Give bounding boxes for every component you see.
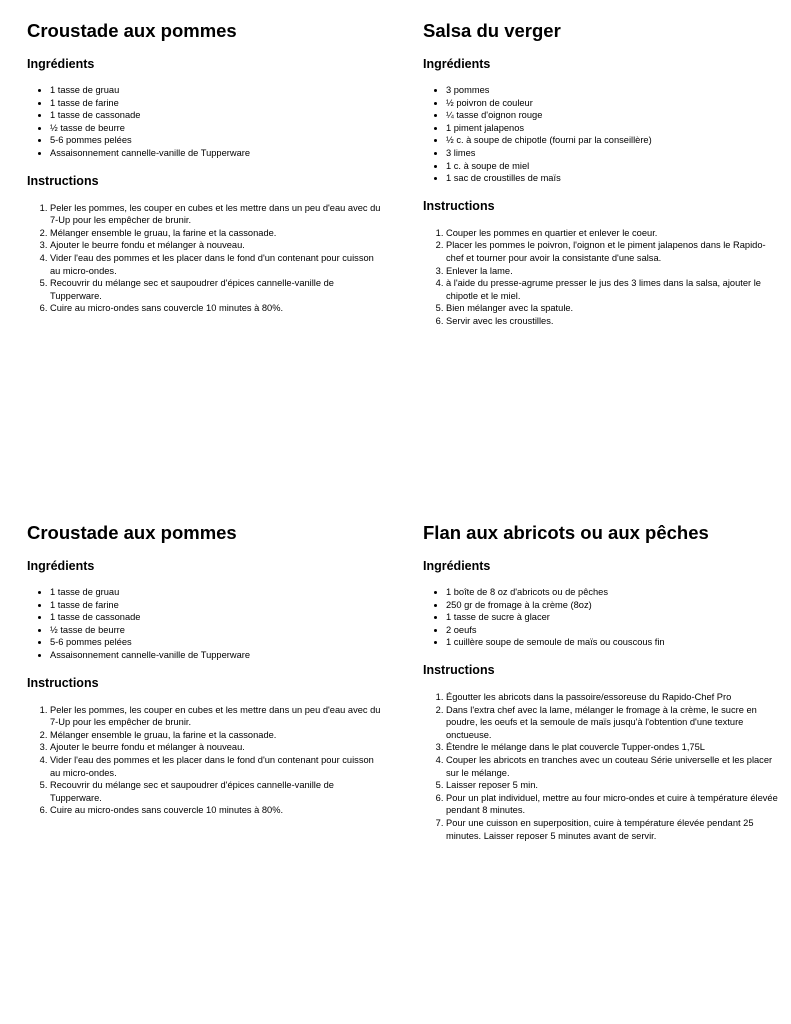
ingredients-heading: Ingrédients	[27, 57, 95, 71]
instructions-list	[27, 202, 382, 315]
ingredient-item: • 3 pommes	[446, 84, 778, 97]
ingredient-item: • ½ tasse de beurre	[50, 122, 382, 135]
ingredient-item: • 1 tasse de farine	[50, 599, 382, 612]
instruction-step: 6. Cuire au micro-ondes sans couvercle 10 minutes à 80%.	[50, 804, 382, 817]
ingredient-item: • 1 tasse de farine	[50, 97, 382, 110]
instructions-heading: Instructions	[27, 173, 99, 188]
instruction-step: 6. Servir avec les croustilles.	[446, 315, 778, 328]
recipe-title: Flan aux abricots ou aux pêches	[423, 522, 709, 543]
ingredient-item: • 1 tasse de cassonade	[50, 109, 382, 122]
ingredient-item: • Assaisonnement cannelle-vanille de Tupperware	[50, 147, 382, 160]
instruction-step: 1. Peler les pommes, les couper en cubes et les mettre dans un peu d'eau avec du 7-Up pour les empêcher de brunir.	[50, 202, 382, 227]
recipe-title: Croustade aux pommes	[27, 20, 237, 41]
recipe-card	[423, 520, 778, 842]
instructions-list	[423, 691, 778, 842]
ingredient-item: • 1 boîte de 8 oz d'abricots ou de pêches	[446, 586, 778, 599]
ingredient-item: • 2 oeufs	[446, 624, 778, 637]
instruction-step: 1. Peler les pommes, les couper en cubes et les mettre dans un peu d'eau avec du 7-Up pour les empêcher de brunir.	[50, 704, 382, 729]
instruction-step: 1. Couper les pommes en quartier et enlever le coeur.	[446, 227, 778, 240]
instruction-step: 6. Pour un plat individuel, mettre au four micro-ondes et cuire à température élevée pendant 8 minutes.	[446, 792, 778, 817]
ingredients-heading: Ingrédients	[27, 559, 95, 573]
ingredients-heading: Ingrédients	[423, 559, 491, 573]
instruction-step: 4. à l'aide du presse-agrume presser le jus des 3 limes dans la salsa, ajouter le chipotle et le miel.	[446, 277, 778, 302]
ingredient-item: • 1 tasse de gruau	[50, 84, 382, 97]
ingredient-item: • 5-6 pommes pelées	[50, 636, 382, 649]
instruction-step: 7. Pour une cuisson en superposition, cuire à température élevée pendant 25 minutes. Laisser reposer 5 minutes avant de servir.	[446, 817, 778, 842]
instructions-heading: Instructions	[27, 675, 99, 690]
ingredient-item: • 250 gr de fromage à la crème (8oz)	[446, 599, 778, 612]
instruction-step: 2. Placer les pommes le poivron, l'oignon et le piment jalapenos dans le Rapido-chef et tourner pour avoir la consistante d'une salsa.	[446, 239, 778, 264]
instruction-step: 3. Étendre le mélange dans le plat couvercle Tupper-ondes 1,75L	[446, 741, 778, 754]
ingredient-item: • ½ tasse de beurre	[50, 624, 382, 637]
instructions-heading: Instructions	[423, 198, 495, 213]
ingredients-heading: Ingrédients	[423, 57, 491, 71]
instruction-step: 2. Mélanger ensemble le gruau, la farine et la cassonade.	[50, 227, 382, 240]
instruction-step: 6. Cuire au micro-ondes sans couvercle 10 minutes à 80%.	[50, 302, 382, 315]
instruction-step: 1. Égoutter les abricots dans la passoire/essoreuse du Rapido-Chef Pro	[446, 691, 778, 704]
instruction-step: 5. Recouvrir du mélange sec et saupoudrer d'épices cannelle-vanille de Tupperware.	[50, 779, 382, 804]
ingredient-item: • 1 cuillère soupe de semoule de maïs ou couscous fin	[446, 636, 778, 649]
ingredient-item: • 1 piment jalapenos	[446, 122, 778, 135]
ingredient-item: • ½ c. à soupe de chipotle (fourni par la conseillère)	[446, 134, 778, 147]
ingredient-item: • 1 tasse de cassonade	[50, 611, 382, 624]
ingredient-item: • 1 tasse de sucre à glacer	[446, 611, 778, 624]
instruction-step: 4. Vider l'eau des pommes et les placer dans le fond d'un contenant pour cuisson au micro-ondes.	[50, 754, 382, 779]
ingredient-item: • 1 c. à soupe de miel	[446, 160, 778, 173]
ingredient-item: • 5-6 pommes pelées	[50, 134, 382, 147]
recipe-card	[423, 18, 778, 328]
recipe-card	[27, 520, 382, 817]
ingredient-item: • 3 limes	[446, 147, 778, 160]
recipe-card	[27, 18, 382, 315]
instruction-step: 2. Mélanger ensemble le gruau, la farine et la cassonade.	[50, 729, 382, 742]
recipe-title: Croustade aux pommes	[27, 522, 237, 543]
instruction-step: 5. Laisser reposer 5 min.	[446, 779, 778, 792]
ingredients-list	[27, 586, 382, 662]
instruction-step: 4. Vider l'eau des pommes et les placer dans le fond d'un contenant pour cuisson au micro-ondes.	[50, 252, 382, 277]
instruction-step: 2. Dans l'extra chef avec la lame, mélanger le fromage à la crème, le sucre en poudre, les oeufs et la semoule de maïs jusqu'à l'obtention d'une texture onctueuse.	[446, 704, 778, 742]
ingredient-item: • 1 tasse de gruau	[50, 586, 382, 599]
ingredients-list	[27, 84, 382, 160]
instruction-step: 3. Enlever la lame.	[446, 265, 778, 278]
ingredient-item: • ¼ tasse d'oignon rouge	[446, 109, 778, 122]
ingredient-item: • ½ poivron de couleur	[446, 97, 778, 110]
instructions-list	[27, 704, 382, 817]
instruction-step: 3. Ajouter le beurre fondu et mélanger à nouveau.	[50, 239, 382, 252]
instruction-step: 4. Couper les abricots en tranches avec un couteau Série universelle et les placer sur le mélange.	[446, 754, 778, 779]
instructions-list	[423, 227, 778, 328]
ingredient-item: • 1 sac de croustilles de maïs	[446, 172, 778, 185]
instructions-heading: Instructions	[423, 662, 495, 677]
ingredient-item: • Assaisonnement cannelle-vanille de Tupperware	[50, 649, 382, 662]
ingredients-list	[423, 586, 778, 649]
instruction-step: 3. Ajouter le beurre fondu et mélanger à nouveau.	[50, 741, 382, 754]
recipe-title: Salsa du verger	[423, 20, 561, 41]
instruction-step: 5. Recouvrir du mélange sec et saupoudrer d'épices cannelle-vanille de Tupperware.	[50, 277, 382, 302]
instruction-step: 5. Bien mélanger avec la spatule.	[446, 302, 778, 315]
ingredients-list	[423, 84, 778, 185]
